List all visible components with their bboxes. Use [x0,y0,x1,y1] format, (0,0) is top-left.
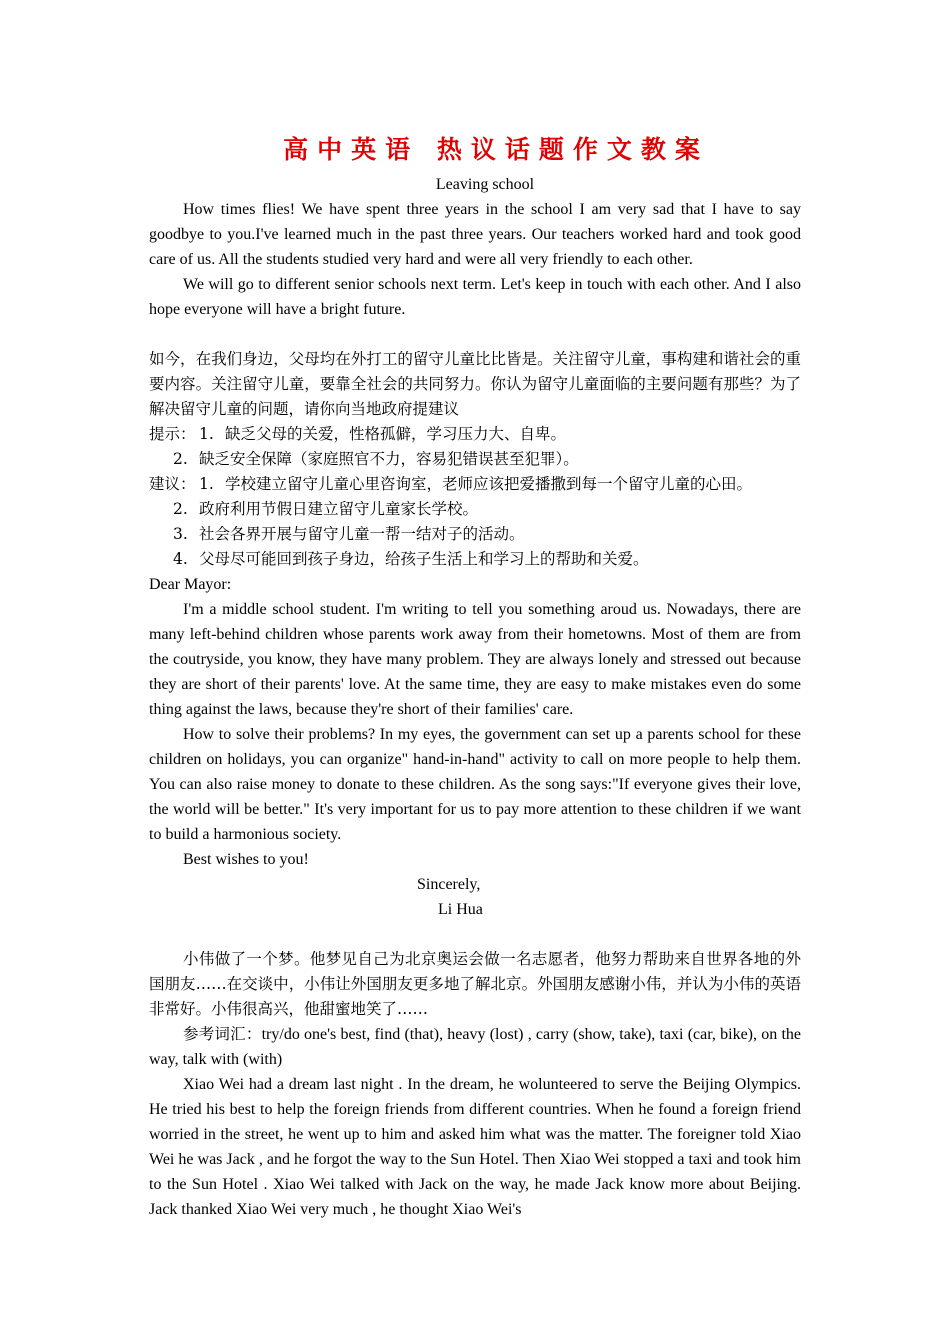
suggestion-item [149,497,801,522]
suggestion-item [149,522,801,547]
letter-signature: Li Hua [438,901,483,918]
prompt-intro: 小伟做了一个梦。他梦见自己为北京奥运会做一名志愿者，他努力帮助来自世界各地的外国朋友……在交谈中，小伟让外国朋友更多地了解北京。外国朋友感谢小伟，并认为小伟的英语非常好。小伟很高兴，他甜蜜地笑了…… [149,950,801,1018]
suggestion-number: 1. [199,475,214,493]
suggestion-text: 社会各界开展与留守儿童一帮一结对子的活动。 [199,525,525,543]
hint-number: 1. [199,425,214,443]
spacer [149,922,801,947]
suggestion-text: 政府利用节假日建立留守儿童家长学校。 [199,500,479,518]
hints-label: 提示： [149,425,196,443]
suggestion-text: 父母尽可能回到孩子身边，给孩子生活上和学习上的帮助和关爱。 [199,550,649,568]
essay-paragraph: How times flies! We have spent three years in the school I am very sad that I have to say goodbye to you.I've learned much in the past three years. Our teachers worked hard and took good care of us. All the students studied very hard and were all very friendly to each other. [149,201,801,268]
prompt-intro: 如今，在我们身边，父母均在外打工的留守儿童比比皆是。关注留守儿童，事构建和谐社会的重要内容。关注留守儿童，要靠全社会的共同努力。你认为留守儿童面临的主要问题有那些？为了解决留守儿童的问题，请你向当地政府提建议 [149,350,801,418]
letter-closing: Sincerely, [417,876,481,893]
hint-item [149,447,801,472]
document-page [149,130,801,1222]
spacer [149,322,801,347]
suggestion-item [149,472,801,497]
essay-paragraph: Xiao Wei had a dream last night . In the dream, he wolunteered to serve the Beijing Olympics. He tried his best to help the foreign friends from different countries. When he found a foreign friend worried in the street, he went up to him and asked him what was the matter. The foreigner told Xiao Wei he was Jack , and he forgot the way to the Sun Hotel. Then Xiao Wei stopped a taxi and took him to the Sun Hotel . Xiao Wei talked with Jack on the way, he made Jack know more about Beijing. Jack thanked Xiao Wei very much , he thought Xiao Wei's [149,1076,801,1218]
suggestion-number: 4. [173,550,188,568]
hint-text: 缺乏父母的关爱，性格孤僻，学习压力大、自卑。 [225,425,567,443]
suggestion-number: 3. [173,525,188,543]
essay-heading: Leaving school [435,176,535,193]
document-title: 高中英语 热议话题作文教案 [283,135,709,164]
essay-paragraph: We will go to different senior schools next term. Let's keep in touch with each other. And I also hope everyone will have a bright future. [149,276,801,318]
vocab-text: try/do one's best, find (that), heavy (lost) , carry (show, take), taxi (car, bike), on the way, talk with (with) [149,1026,801,1068]
hint-number: 2. [173,450,188,468]
suggestion-item [149,547,801,572]
letter-salutation: Dear Mayor: [149,576,232,593]
vocab-label: 参考词汇： [183,1025,262,1043]
suggestion-number: 2. [173,500,188,518]
hint-text: 缺乏安全保障（家庭照官不力，容易犯错误甚至犯罪）。 [199,450,579,468]
hint-item [149,422,801,447]
letter-paragraph: Best wishes to you! [183,851,309,868]
vocab-line [149,1022,801,1072]
letter-paragraph: How to solve their problems? In my eyes, the government can set up a parents school for these children on holidays, you can organize" hand-in-hand" activity to call on more people to help them. You can also raise money to donate to these children. As the song says:"If everyone gives their love, the world will be better." It's very important for us to pay more attention to these children if we want to build a harmonious society. [149,726,801,843]
suggestions-label: 建议： [149,475,196,493]
suggestion-text: 学校建立留守儿童心里咨询室，老师应该把爱播撒到每一个留守儿童的心田。 [225,475,753,493]
letter-paragraph: I'm a middle school student. I'm writing to tell you something aroud us. Nowadays, there are many left-behind children whose parents work away from their hometowns. Most of them are from the coutryside, you know, they have many problem. They are always lonely and stressed out because they are short of their parents' love. At the same time, they are easy to make mistakes even do some thing against the laws, because they're short of their families' care. [149,601,801,718]
